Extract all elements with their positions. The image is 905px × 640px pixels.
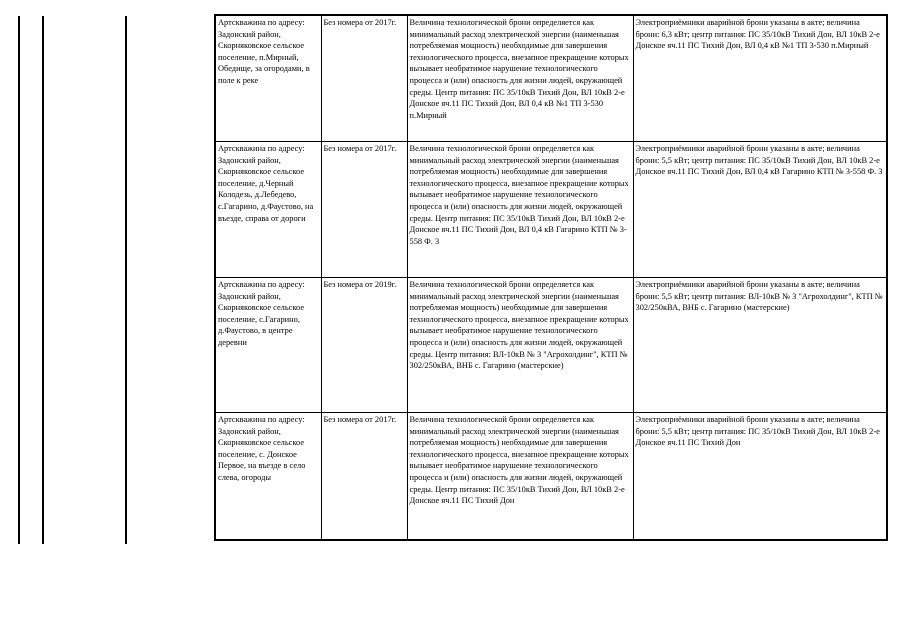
description-cell: Величина технологической брони определяется как минимальный расход электрической энергии (наименьшая потребляемая мощность) необходимые для завершения технологического процесса, внезапное прекращение которых вызывает необратимое нарушение технологического процесса и (или) опасность для жизни людей, окружающей среды. Центр питания: ПС 35/10кВ Тихий Дон, ВЛ 10кВ 2-е Донское яч.11 ПС Тихий Дон, ВЛ 0,4 кВ Гагарино КТП № 3-558 Ф. 3 — [407, 142, 633, 278]
left-column-rule-3 — [125, 16, 127, 544]
table-row — [215, 142, 887, 278]
table-row — [215, 15, 887, 142]
description-cell: Величина технологической брони определяется как минимальный расход электрической энергии (наименьшая потребляемая мощность) необходимые для завершения технологического процесса, внезапное прекращение которых вызывает необратимое нарушение технологического процесса и (или) опасность для жизни людей, окружающей среды. Центр питания: ВЛ-10кВ № 3 "Агрохолдинг", КТП № 302/250кВА, ВНБ с. Гагарино (мастерские) — [407, 278, 633, 413]
receivers-cell: Электроприёмники аварийной брони указаны в акте; величина брони: 5,5 кВт; центр питания: ВЛ-10кВ № 3 "Агрохолдинг", КТП № 302/250кВА, ВНБ с. Гагарино (мастерские) — [633, 278, 887, 413]
location-cell: Артскважина по адресу: Задонский район, Скорняковское сельское поселение, п.Мирный, Обедище, за огородами, в поле к реке — [215, 15, 321, 142]
description-cell: Величина технологической брони определяется как минимальный расход электрической энергии (наименьшая потребляемая мощность) необходимые для завершения технологического процесса, внезапное прекращение которых вызывает необратимое нарушение технологического процесса и (или) опасность для жизни людей, окружающей среды. Центр питания: ПС 35/10кВ Тихий Дон, ВЛ 10кВ 2-е Донское яч.11 ПС Тихий Дон, ВЛ 0,4 кВ №1 ТП 3-530 п.Мирный — [407, 15, 633, 142]
location-cell: Артскважина по адресу: Задонский район, Скорняковское сельское поселение, с. Донское Первое, на въезде в село слева, огороды — [215, 413, 321, 541]
left-column-rule-2 — [42, 16, 44, 544]
table-row — [215, 278, 887, 413]
number-cell: Без номера от 2017г. — [321, 413, 407, 541]
left-column-rule-1 — [18, 16, 20, 544]
backup-power-table — [214, 14, 888, 541]
number-cell: Без номера от 2017г. — [321, 142, 407, 278]
number-cell: Без номера от 2019г. — [321, 278, 407, 413]
table-row — [215, 413, 887, 541]
number-cell: Без номера от 2017г. — [321, 15, 407, 142]
receivers-cell: Электроприёмники аварийной брони указаны в акте; величина брони: 5,5 кВт; центр питания: ПС 35/10кВ Тихий Дон, ВЛ 10кВ 2-е Донское яч.11 ПС Тихий Дон — [633, 413, 887, 541]
receivers-cell: Электроприёмники аварийной брони указаны в акте; величина брони: 6,3 кВт; центр питания: ПС 35/10кВ Тихий Дон, ВЛ 10кВ 2-е Донское яч.11 ПС Тихий Дон, ВЛ 0,4 кВ №1 ТП 3-530 п.Мирный — [633, 15, 887, 142]
description-cell: Величина технологической брони определяется как минимальный расход электрической энергии (наименьшая потребляемая мощность) необходимые для завершения технологического процесса, внезапное прекращение которых вызывает необратимое нарушение технологического процесса и (или) опасность для жизни людей, окружающей среды. Центр питания: ПС 35/10кВ Тихий Дон, ВЛ 10кВ 2-е Донское яч.11 ПС Тихий Дон — [407, 413, 633, 541]
location-cell: Артскважина по адресу: Задонский район, Скорняковское сельское поселение, с.Гагарино, д.Фаустово, в центре деревни — [215, 278, 321, 413]
receivers-cell: Электроприёмники аварийной брони указаны в акте; величина брони: 5,5 кВт; центр питания: ПС 35/10кВ Тихий Дон, ВЛ 10кВ 2-е Донское яч.11 ПС Тихий Дон, ВЛ 0,4 кВ Гагарино КТП № 3-558 Ф. 3 — [633, 142, 887, 278]
location-cell: Артскважина по адресу: Задонский район, Скорняковское сельское поселение, д.Черный Колодезь, д.Лебедево, с.Гагарино, д.Фаустово, на въезде, справа от дороги — [215, 142, 321, 278]
